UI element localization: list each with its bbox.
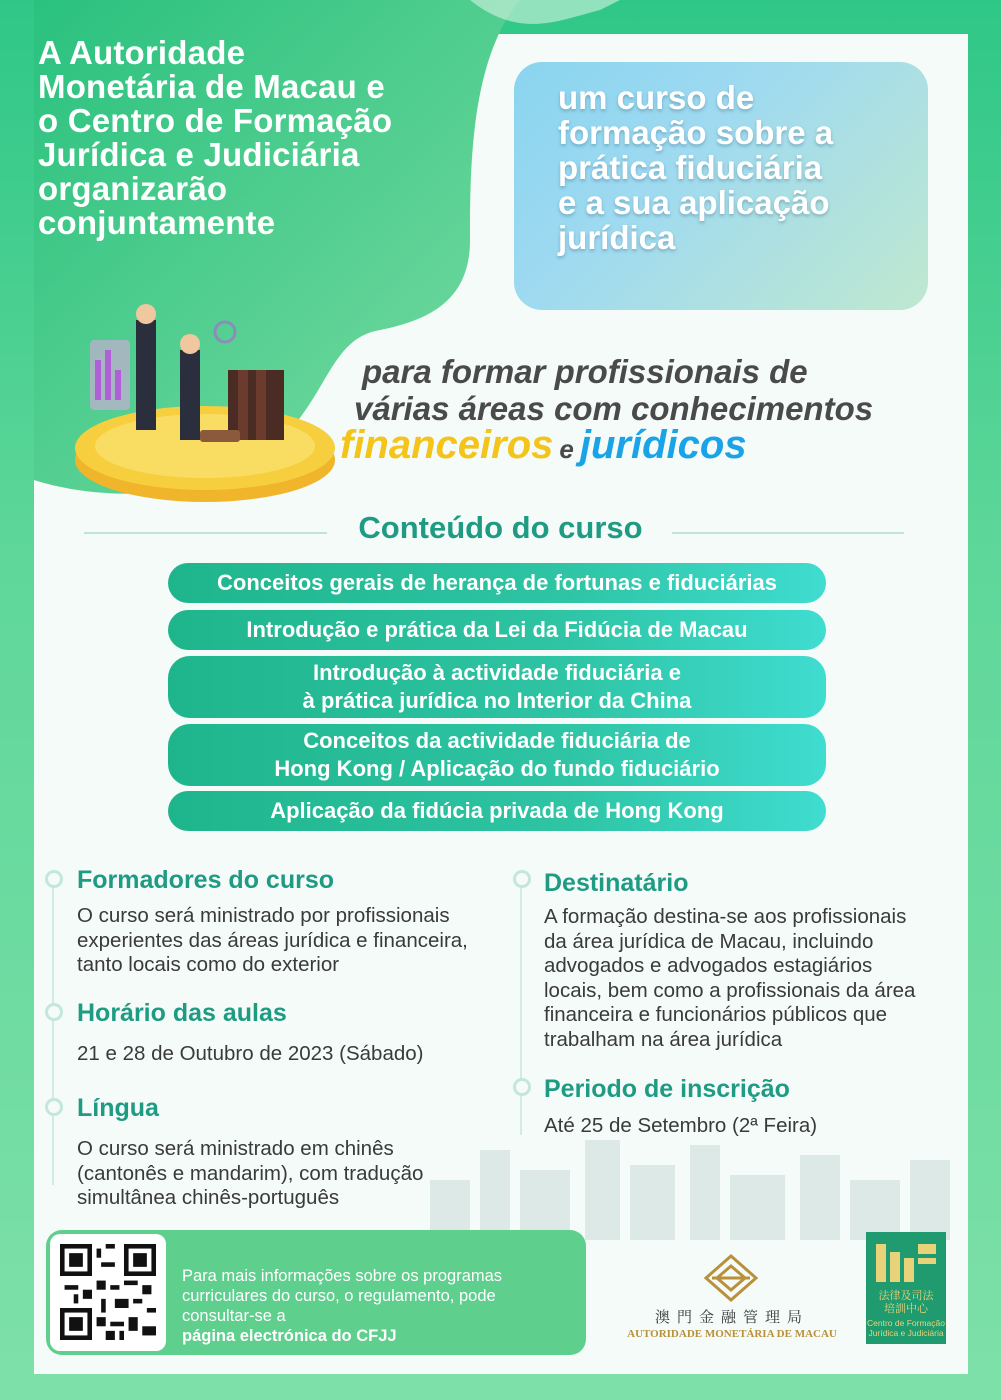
topic-item: Conceitos da actividade fiduciária de Hong Kong / Aplicação do fundo fiduciário — [168, 724, 826, 786]
and-connector: e — [559, 434, 574, 464]
timeline-left — [52, 885, 54, 1185]
topic-item: Aplicação da fidúcia privada de Hong Kong — [168, 791, 826, 831]
course-title: um curso de formação sobre a prática fiduciária e a sua aplicação jurídica — [558, 79, 834, 256]
bullet-dot — [45, 870, 63, 888]
qr-code-icon[interactable] — [60, 1244, 156, 1340]
amcm-name-chinese: 澳門金融管理局 — [654, 1308, 809, 1326]
topic-item: Introdução e prática da Lei da Fidúcia de Macau — [168, 610, 826, 650]
course-purpose: para formar profissionais de várias áreas com conhecimentos financeiros e jurídicos — [340, 353, 874, 467]
cfjj-name-portuguese: Centro de Formação Jurídica e Judiciária — [867, 1318, 945, 1338]
schedule-text: 21 e 28 de Outubro de 2023 (Sábado) — [77, 1042, 424, 1065]
cfjj-name-chinese: 法律及司法 培訓中心 — [878, 1290, 934, 1315]
bullet-dot — [513, 1078, 531, 1096]
language-heading: Língua — [77, 1094, 159, 1122]
cfjj-website-link[interactable]: página electrónica do CFJJ — [182, 1327, 397, 1345]
schedule-heading: Horário das aulas — [77, 999, 287, 1027]
bullet-dot — [513, 870, 531, 888]
amcm-name-portuguese: AUTORIDADE MONETÁRIA DE MACAU — [627, 1328, 837, 1340]
timeline-right — [520, 885, 522, 1135]
trainers-heading: Formadores do curso — [77, 866, 334, 894]
amcm-logo-icon — [700, 1252, 762, 1304]
organizers-title: A Autoridade Monetária de Macau e o Centro de Formação Jurídica e Judiciária organizarão conjuntamente — [38, 34, 393, 241]
audience-heading: Destinatário — [544, 869, 689, 897]
content-section-title: Conteúdo do curso — [358, 510, 643, 545]
trainers-text: O curso será ministrado por profissionais experientes das áreas jurídica e financeira, tanto locais como do exterior — [77, 904, 468, 976]
info-text: Para mais informações sobre os programas curriculares do curso, o regulamento, pode consultar-se a página electrónica do CFJJ — [182, 1267, 503, 1345]
language-text: O curso será ministrado em chinês (cantonês e mandarim), com tradução simultânea chinês-português — [77, 1137, 424, 1209]
legal-highlight: jurídicos — [579, 423, 747, 467]
cfjj-emblem-icon — [872, 1238, 940, 1286]
financial-highlight: financeiros — [340, 423, 554, 467]
registration-heading: Periodo de inscrição — [544, 1075, 790, 1103]
bullet-dot — [45, 1003, 63, 1021]
audience-text: A formação destina-se aos profissionais da área jurídica de Macau, incluindo advogados e advogados estagiários locais, bem como a profissionais da área financeira e funcionários públicos que trabalham na área jurídica — [544, 905, 916, 1051]
topic-item: Conceitos gerais de herança de fortunas e fiduciárias — [168, 563, 826, 603]
registration-text: Até 25 de Setembro (2ª Feira) — [544, 1114, 818, 1137]
bullet-dot — [45, 1098, 63, 1116]
topic-item: Introdução à actividade fiduciária e à prática jurídica no Interior da China — [168, 656, 826, 718]
business-illustration — [60, 300, 350, 510]
divider-right — [672, 532, 904, 534]
